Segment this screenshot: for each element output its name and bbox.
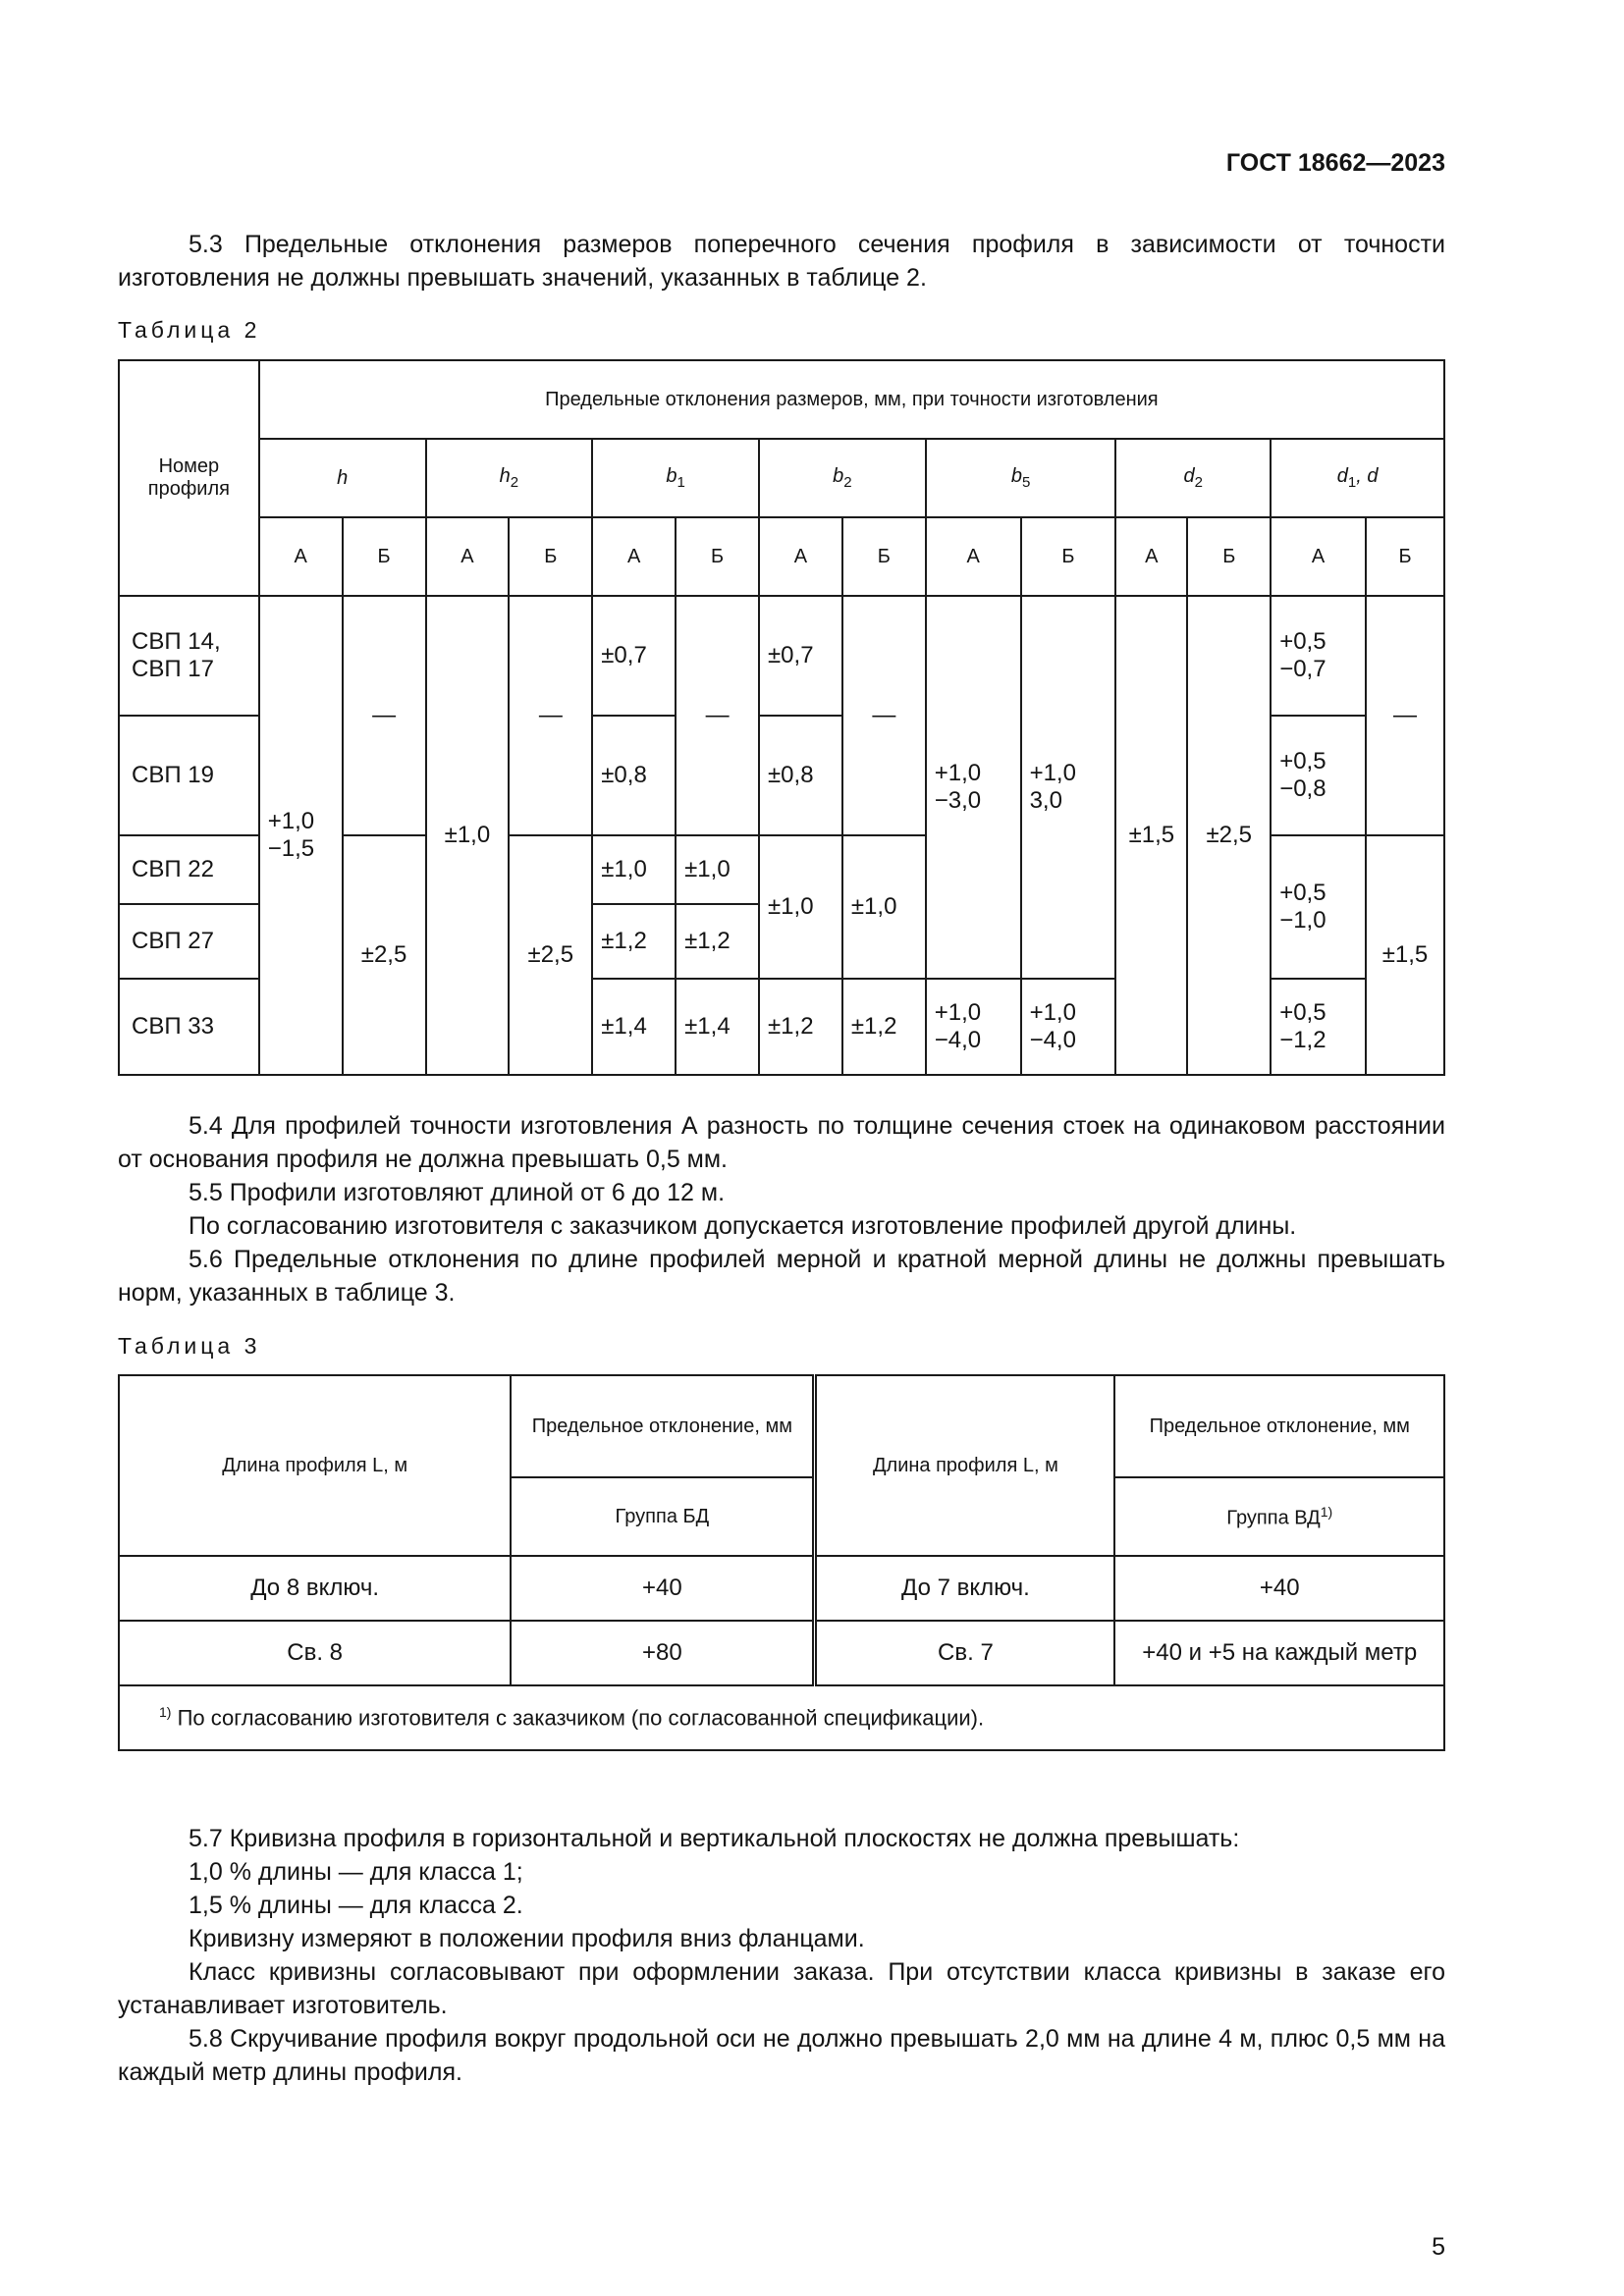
dim-header-b1: $b_1$ xyxy=(592,439,759,517)
cell-h-a: +1,0 −1,5 xyxy=(259,596,343,1075)
cell-b1-b: ±1,0 xyxy=(676,835,759,904)
class-a-header: А xyxy=(759,517,842,596)
paragraph-5-7: 5.7 Кривизна профиля в горизонтальной и вертикальной плоскостях не должна превышать: xyxy=(189,1825,1240,1852)
dim-header-b2: $b_2$ xyxy=(759,439,926,517)
cell-b1-a: ±0,7 xyxy=(592,596,676,716)
cell-d1-a: +0,5 −0,7 xyxy=(1271,596,1366,716)
class-b-header: Б xyxy=(676,517,759,596)
length-vd-cell: Св. 7 xyxy=(815,1621,1115,1685)
cell-b1-a: ±1,0 xyxy=(592,835,676,904)
row-label-svp-14-17: СВП 14, СВП 17 xyxy=(119,596,259,716)
row-label-svp-22: СВП 22 xyxy=(119,835,259,904)
row-label-svp-19: СВП 19 xyxy=(119,716,259,835)
class-a-header: А xyxy=(426,517,510,596)
class-a-header: А xyxy=(1115,517,1187,596)
dim-header-b5: $b_5$ xyxy=(926,439,1116,517)
table-3 xyxy=(118,1374,1445,1751)
table-3-footnote: $^{1)}$ По согласованию изготовителя с заказчиком (по согласованной спецификации). xyxy=(119,1685,1444,1750)
class-a-header: А xyxy=(926,517,1021,596)
cell-b5-b-bot: +1,0 −4,0 xyxy=(1021,979,1116,1075)
page-number: 5 xyxy=(1432,2233,1445,2261)
cell-d1-b: ±1,5 xyxy=(1366,835,1444,1075)
column-header-deviation-vd: Предельное отклонение, мм xyxy=(1114,1375,1444,1477)
table-3-caption: Таблица 3 xyxy=(118,1333,261,1359)
cell-b2-b: ±1,0 xyxy=(842,835,926,979)
cell-h-b: ±2,5 xyxy=(343,835,426,1075)
cell-d1-a: +0,5 −0,8 xyxy=(1271,716,1366,835)
cell-b1-a: ±0,8 xyxy=(592,716,676,835)
column-header-deviations: Предельные отклонения размеров, мм, при точности изготовления xyxy=(259,360,1444,439)
length-bd-cell: До 8 включ. xyxy=(119,1556,511,1621)
paragraph-5-7-class-1: 1,0 % длины — для класса 1; xyxy=(189,1858,523,1886)
class-b-header: Б xyxy=(1366,517,1444,596)
paragraph-5-7-order: Класс кривизны согласовывают при оформлении заказа. При отсутствии класса кривизны в заказе его устанавливает изготовитель. xyxy=(118,1958,1445,2019)
document-code: ГОСТ 18662—2023 xyxy=(1225,149,1445,177)
column-header-length-vd: Длина профиля L, м xyxy=(815,1375,1115,1556)
dim-header-d2: $d_2$ xyxy=(1115,439,1271,517)
deviation-vd-cell: +40 и +5 на каждый метр xyxy=(1114,1621,1444,1685)
cell-b2-a: ±1,0 xyxy=(759,835,842,979)
cell-b5-a-top: +1,0 −3,0 xyxy=(926,596,1021,979)
column-header-profile-number: Номер профиля xyxy=(119,360,259,596)
cell-b2-a: ±0,8 xyxy=(759,716,842,835)
cell-b2-b-dash: — xyxy=(842,596,926,835)
paragraph-5-7-class-2: 1,5 % длины — для класса 2. xyxy=(189,1892,523,1919)
cell-d2-b: ±2,5 xyxy=(1187,596,1271,1075)
class-a-header: А xyxy=(259,517,343,596)
dim-header-h: h xyxy=(259,439,426,517)
paragraph-5-5-note: По согласованию изготовителя с заказчиком допускается изготовление профилей другой длины. xyxy=(189,1212,1297,1240)
dim-header-h2: $h_2$ xyxy=(426,439,593,517)
cell-b5-b-top: +1,0 3,0 xyxy=(1021,596,1116,979)
paragraph-5-6: 5.6 Предельные отклонения по длине профилей мерной и кратной мерной длины не должны превышать норм, указанных в таблице 3. xyxy=(118,1246,1445,1307)
row-label-svp-33: СВП 33 xyxy=(119,979,259,1075)
cell-h-b-dash: — xyxy=(343,596,426,835)
class-a-header: А xyxy=(1271,517,1366,596)
cell-b1-a: ±1,2 xyxy=(592,904,676,979)
column-header-length-bd: Длина профиля L, м xyxy=(119,1375,511,1556)
length-vd-cell: До 7 включ. xyxy=(815,1556,1115,1621)
group-bd-header: Группа БД xyxy=(511,1477,815,1556)
cell-b5-a-bot: +1,0 −4,0 xyxy=(926,979,1021,1075)
cell-b1-b: ±1,4 xyxy=(676,979,759,1075)
paragraph-5-8: 5.8 Скручивание профиля вокруг продольной оси не должно превышать 2,0 мм на длине 4 м, плюс 0,5 мм на каждый метр длины профиля. xyxy=(118,2025,1445,2086)
class-b-header: Б xyxy=(343,517,426,596)
cell-b1-b-dash: — xyxy=(676,596,759,835)
paragraph-5-4: 5.4 Для профилей точности изготовления А разность по толщине сечения стоек на одинаковом расстоянии от основания профиля не должна превышать 0,5 мм. xyxy=(118,1112,1445,1173)
cell-d2-a: ±1,5 xyxy=(1115,596,1187,1075)
dim-header-d1-d: $d_1$, d xyxy=(1271,439,1444,517)
cell-b1-a: ±1,4 xyxy=(592,979,676,1075)
cell-h2-b: ±2,5 xyxy=(509,835,592,1075)
class-b-header: Б xyxy=(1187,517,1271,596)
class-b-header: Б xyxy=(509,517,592,596)
deviation-vd-cell: +40 xyxy=(1114,1556,1444,1621)
cell-h2-b-dash: — xyxy=(509,596,592,835)
cell-b2-b: ±1,2 xyxy=(842,979,926,1075)
deviation-bd-cell: +80 xyxy=(511,1621,815,1685)
length-bd-cell: Св. 8 xyxy=(119,1621,511,1685)
class-b-header: Б xyxy=(842,517,926,596)
cell-h2-a: ±1,0 xyxy=(426,596,510,1075)
row-label-svp-27: СВП 27 xyxy=(119,904,259,979)
group-vd-header: Группа ВД$^{1)}$ xyxy=(1114,1477,1444,1556)
class-b-header: Б xyxy=(1021,517,1116,596)
column-header-deviation-bd: Предельное отклонение, мм xyxy=(511,1375,815,1477)
cell-d1-b-dash: — xyxy=(1366,596,1444,835)
cell-b2-a: ±1,2 xyxy=(759,979,842,1075)
table-2-caption: Таблица 2 xyxy=(118,317,261,343)
cell-b1-b: ±1,2 xyxy=(676,904,759,979)
table-2 xyxy=(118,359,1445,1076)
cell-d1-a: +0,5 −1,0 xyxy=(1271,835,1366,979)
deviation-bd-cell: +40 xyxy=(511,1556,815,1621)
paragraph-5-3: 5.3 Предельные отклонения размеров поперечного сечения профиля в зависимости от точности изготовления не должны превышать значений, указанных в таблице 2. xyxy=(118,231,1445,292)
paragraph-5-5: 5.5 Профили изготовляют длиной от 6 до 12 м. xyxy=(189,1179,726,1206)
cell-b2-a: ±0,7 xyxy=(759,596,842,716)
cell-d1-a: +0,5 −1,2 xyxy=(1271,979,1366,1075)
paragraph-5-7-measure: Кривизну измеряют в положении профиля вниз фланцами. xyxy=(189,1925,865,1952)
class-a-header: А xyxy=(592,517,676,596)
